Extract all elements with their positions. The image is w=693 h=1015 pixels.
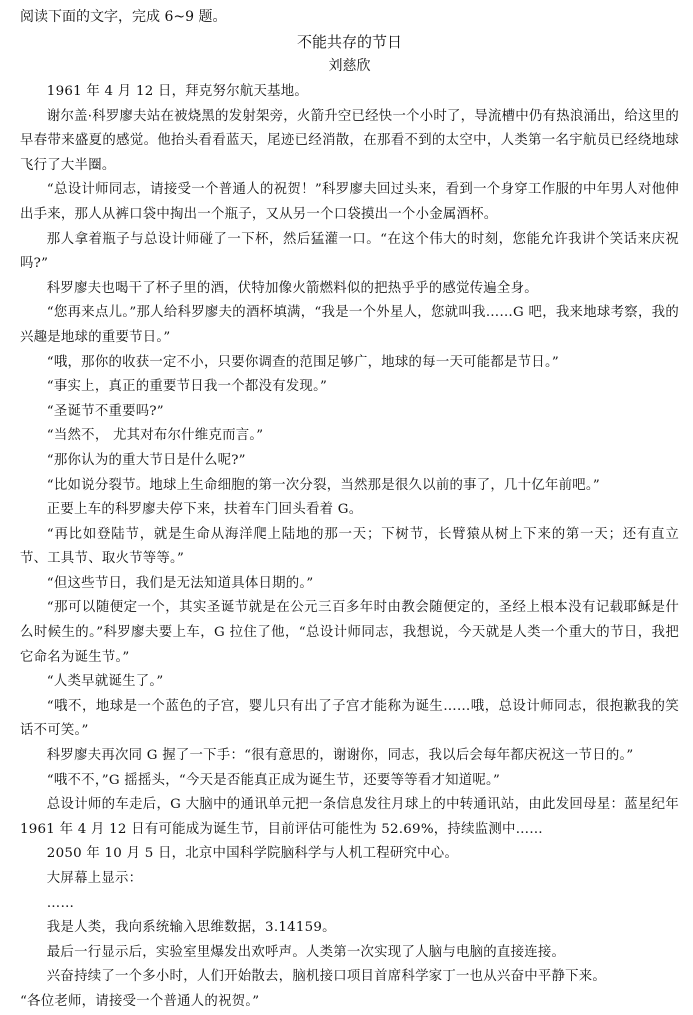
paragraph: “总设计师同志，请接受一个普通人的祝贺！”科罗廖夫回过头来，看到一个身穿工作服的中年男人对他伸出手来，那人从裤口袋中掏出一个瓶子，又从另一个口袋摸出一个小金属酒杯。: [20, 182, 679, 222]
article-body: [20, 80, 679, 1015]
paragraph: “您再来点儿。”那人给科罗廖夫的酒杯填满，“我是一个外星人，您就叫我……G 吧，我来地球考察，我的兴趣是地球的重要节日。”: [20, 305, 679, 345]
paragraph: “那你认为的重大节日是什么呢?”: [46, 452, 246, 468]
paragraph: “哦不不，”G 摇摇头，“今天是否能真正成为诞生节，还要等等看才知道呢。”: [46, 772, 501, 788]
paragraph: 我是人类，我向系统输入思维数据，3.14159。: [46, 920, 336, 936]
paragraph: 1961 年 4 月 12 日，拜克努尔航天基地。: [46, 84, 309, 99]
paragraph: 科罗廖夫再次同 G 握了一下手：“很有意思的，谢谢你，同志，我以后会每年都庆祝这一节日的。”: [46, 748, 634, 764]
paragraph: 大屏幕上显示：: [46, 871, 143, 886]
paragraph: “人类早就诞生了。”: [46, 674, 164, 690]
paragraph: “哦不，地球是一个蓝色的子宫，婴儿只有出了子宫才能称为诞生……哦，总设计师同志，很抱歉我的笑话不可笑。”: [20, 698, 679, 739]
article-author: 刘慈欣: [328, 58, 371, 74]
paragraph: 那人拿着瓶子与总设计师碰了一下杯，然后猛灌一口。“在这个伟大的时刻，您能允许我讲个笑话来庆祝吗?”: [20, 231, 679, 272]
paragraph: 最后一行显示后，实验室里爆发出欢呼声。人类第一次实现了人脑与电脑的直接连接。: [46, 944, 566, 960]
paragraph: 谢尔盖·科罗廖夫站在被烧黑的发射架旁，火箭升空已经快一个小时了，导流槽中仍有热浪涌出，给这里的早春带来盛夏的感觉。他抬头看看蓝天，尾迹已经消散，在那看不到的太空中，人类第一名宇航员已经绕地球飞行了大半圈。: [20, 108, 679, 173]
paragraph: “圣诞节不重要吗?”: [46, 403, 164, 419]
paragraph: “事实上，真正的重要节日我一个都没有发现。”: [46, 379, 328, 395]
paragraph: “再比如登陆节，就是生命从海洋爬上陆地的那一天；下树节，长臂猿从树上下来的第一天；还有直立节、工具节、取火节等等。”: [20, 526, 679, 567]
paragraph: 科罗廖夫也喝干了杯子里的酒，伏特加像火箭燃料似的把热乎乎的感觉传遍全身。: [46, 280, 538, 296]
paragraph: “哦，那你的收获一定不小，只要你调查的范围足够广，地球的每一天可能都是节日。”: [46, 354, 559, 370]
paragraph: 2050 年 10 月 5 日，北京中国科学院脑科学与人机工程研究中心。: [46, 846, 459, 862]
paragraph: “那可以随便定一个，其实圣诞节就是在公元三百多年时由教会随便定的，圣经上根本没有记载耶稣是什么时候生的。”科罗廖夫要上车，G 拉住了他，“总设计师同志，我想说，今天就是人类一个重大的节日，我把它命名为诞生节。”: [20, 600, 679, 665]
paragraph: 总设计师的车走后，G 大脑中的通讯单元把一条信息发往月球上的中转通讯站，由此发回母星：蓝星纪年 1961 年 4 月 12 日有可能成为诞生节，目前评估可能性为 52.69%，持续监测中……: [20, 797, 679, 837]
paragraph: 正要上车的科罗廖夫停下来，扶着车门回头看着 G。: [46, 502, 363, 518]
paragraph: “当然不， 尤其对布尔什维克而言。”: [46, 428, 264, 444]
paragraph: “但这些节日，我们是无法知道具体日期的。”: [46, 575, 314, 591]
paragraph: ……: [46, 895, 75, 911]
article-title: 不能共存的节日: [296, 33, 402, 51]
paragraph: “各位老师，请接受一个普通人的祝贺。”: [20, 993, 260, 1009]
question-instruction: 阅读下面的文字，完成 6~9 题。: [20, 9, 227, 25]
paragraph: “比如说分裂节。地球上生命细胞的第一次分裂，当然那是很久以前的事了，几十亿年前吧。”: [46, 477, 600, 493]
paragraph: 兴奋持续了一个多小时，人们开始散去，脑机接口项目首席科学家丁一也从兴奋中平静下来。: [46, 969, 607, 985]
